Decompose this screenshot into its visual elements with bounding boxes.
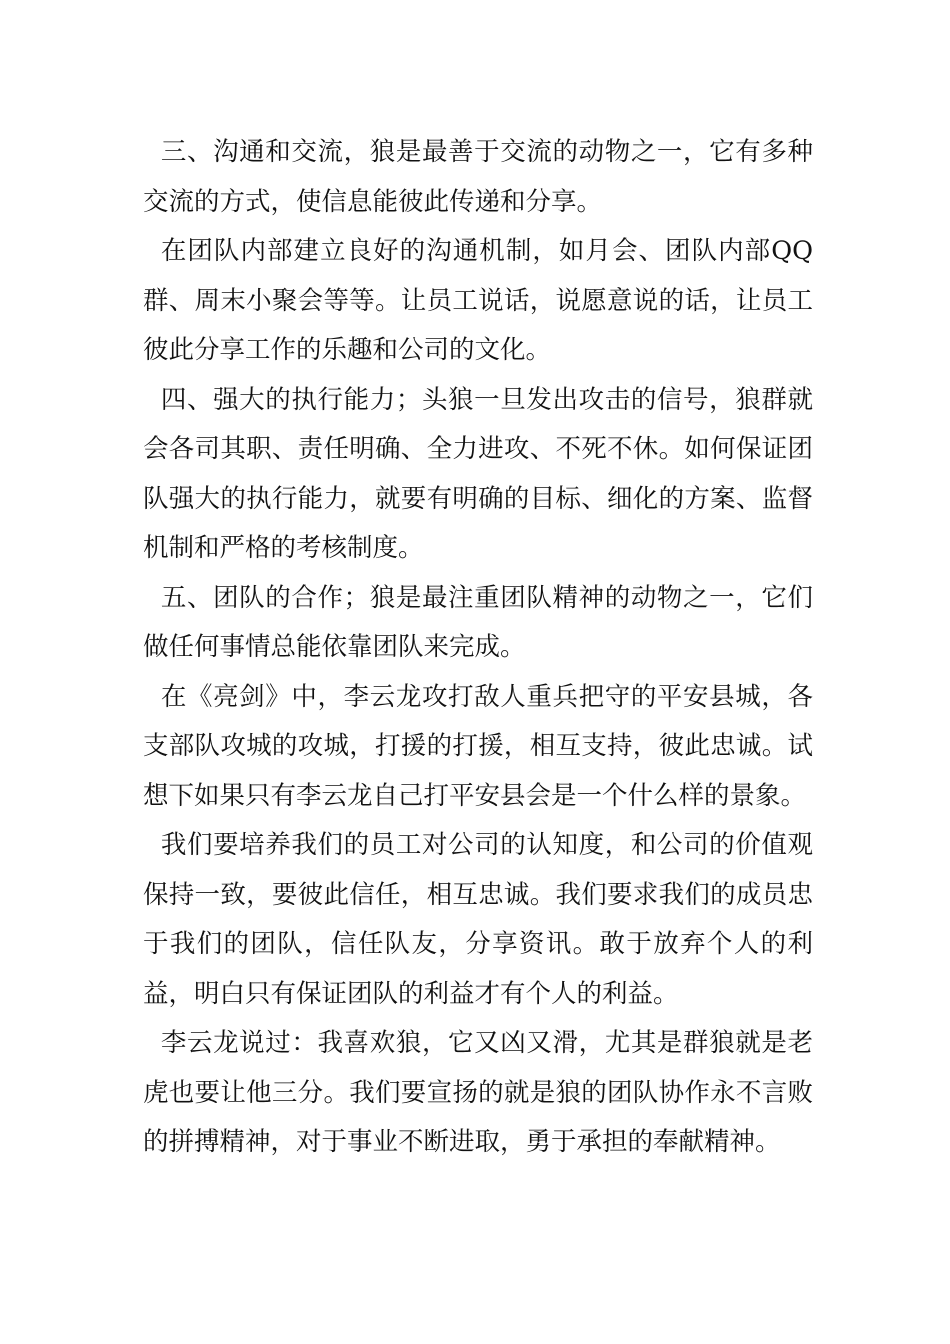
paragraph-execution: 四、强大的执行能力；头狼一旦发出攻击的信号，狼群就会各司其职、责任明确、全力进攻、不死不休。如何保证团队强大的执行能力，就要有明确的目标、细化的方案、监督机制和严格的考核制度。 [143, 384, 813, 563]
paragraph-internal-mechanism: 在团队内部建立良好的沟通机制，如月会、团队内部QQ群、周末小聚会等等。让员工说话，说愿意说的话，让员工彼此分享工作的乐趣和公司的文化。 [143, 236, 813, 365]
document-body [143, 128, 813, 1168]
paragraph-communication: 三、沟通和交流，狼是最善于交流的动物之一，它有多种交流的方式，使信息能彼此传递和分享。 [143, 137, 813, 217]
paragraph-employee-loyalty: 我们要培养我们的员工对公司的认知度，和公司的价值观保持一致，要彼此信任，相互忠诚。我们要求我们的成员忠于我们的团队，信任队友，分享资讯。敢于放弃个人的利益，明白只有保证团队的利益才有个人的利益。 [143, 830, 813, 1009]
paragraph-conclusion: 李云龙说过：我喜欢狼，它又凶又滑，尤其是群狼就是老虎也要让他三分。我们要宣扬的就是狼的团队协作永不言败的拼搏精神，对于事业不断进取，勇于承担的奉献精神。 [143, 1028, 813, 1157]
paragraph-cooperation: 五、团队的合作；狼是最注重团队精神的动物之一，它们做任何事情总能依靠团队来完成。 [143, 582, 813, 662]
paragraph-liangjian: 在《亮剑》中，李云龙攻打敌人重兵把守的平安县城，各支部队攻城的攻城，打援的打援，相互支持，彼此忠诚。试想下如果只有李云龙自己打平安县会是一个什么样的景象。 [143, 681, 813, 811]
